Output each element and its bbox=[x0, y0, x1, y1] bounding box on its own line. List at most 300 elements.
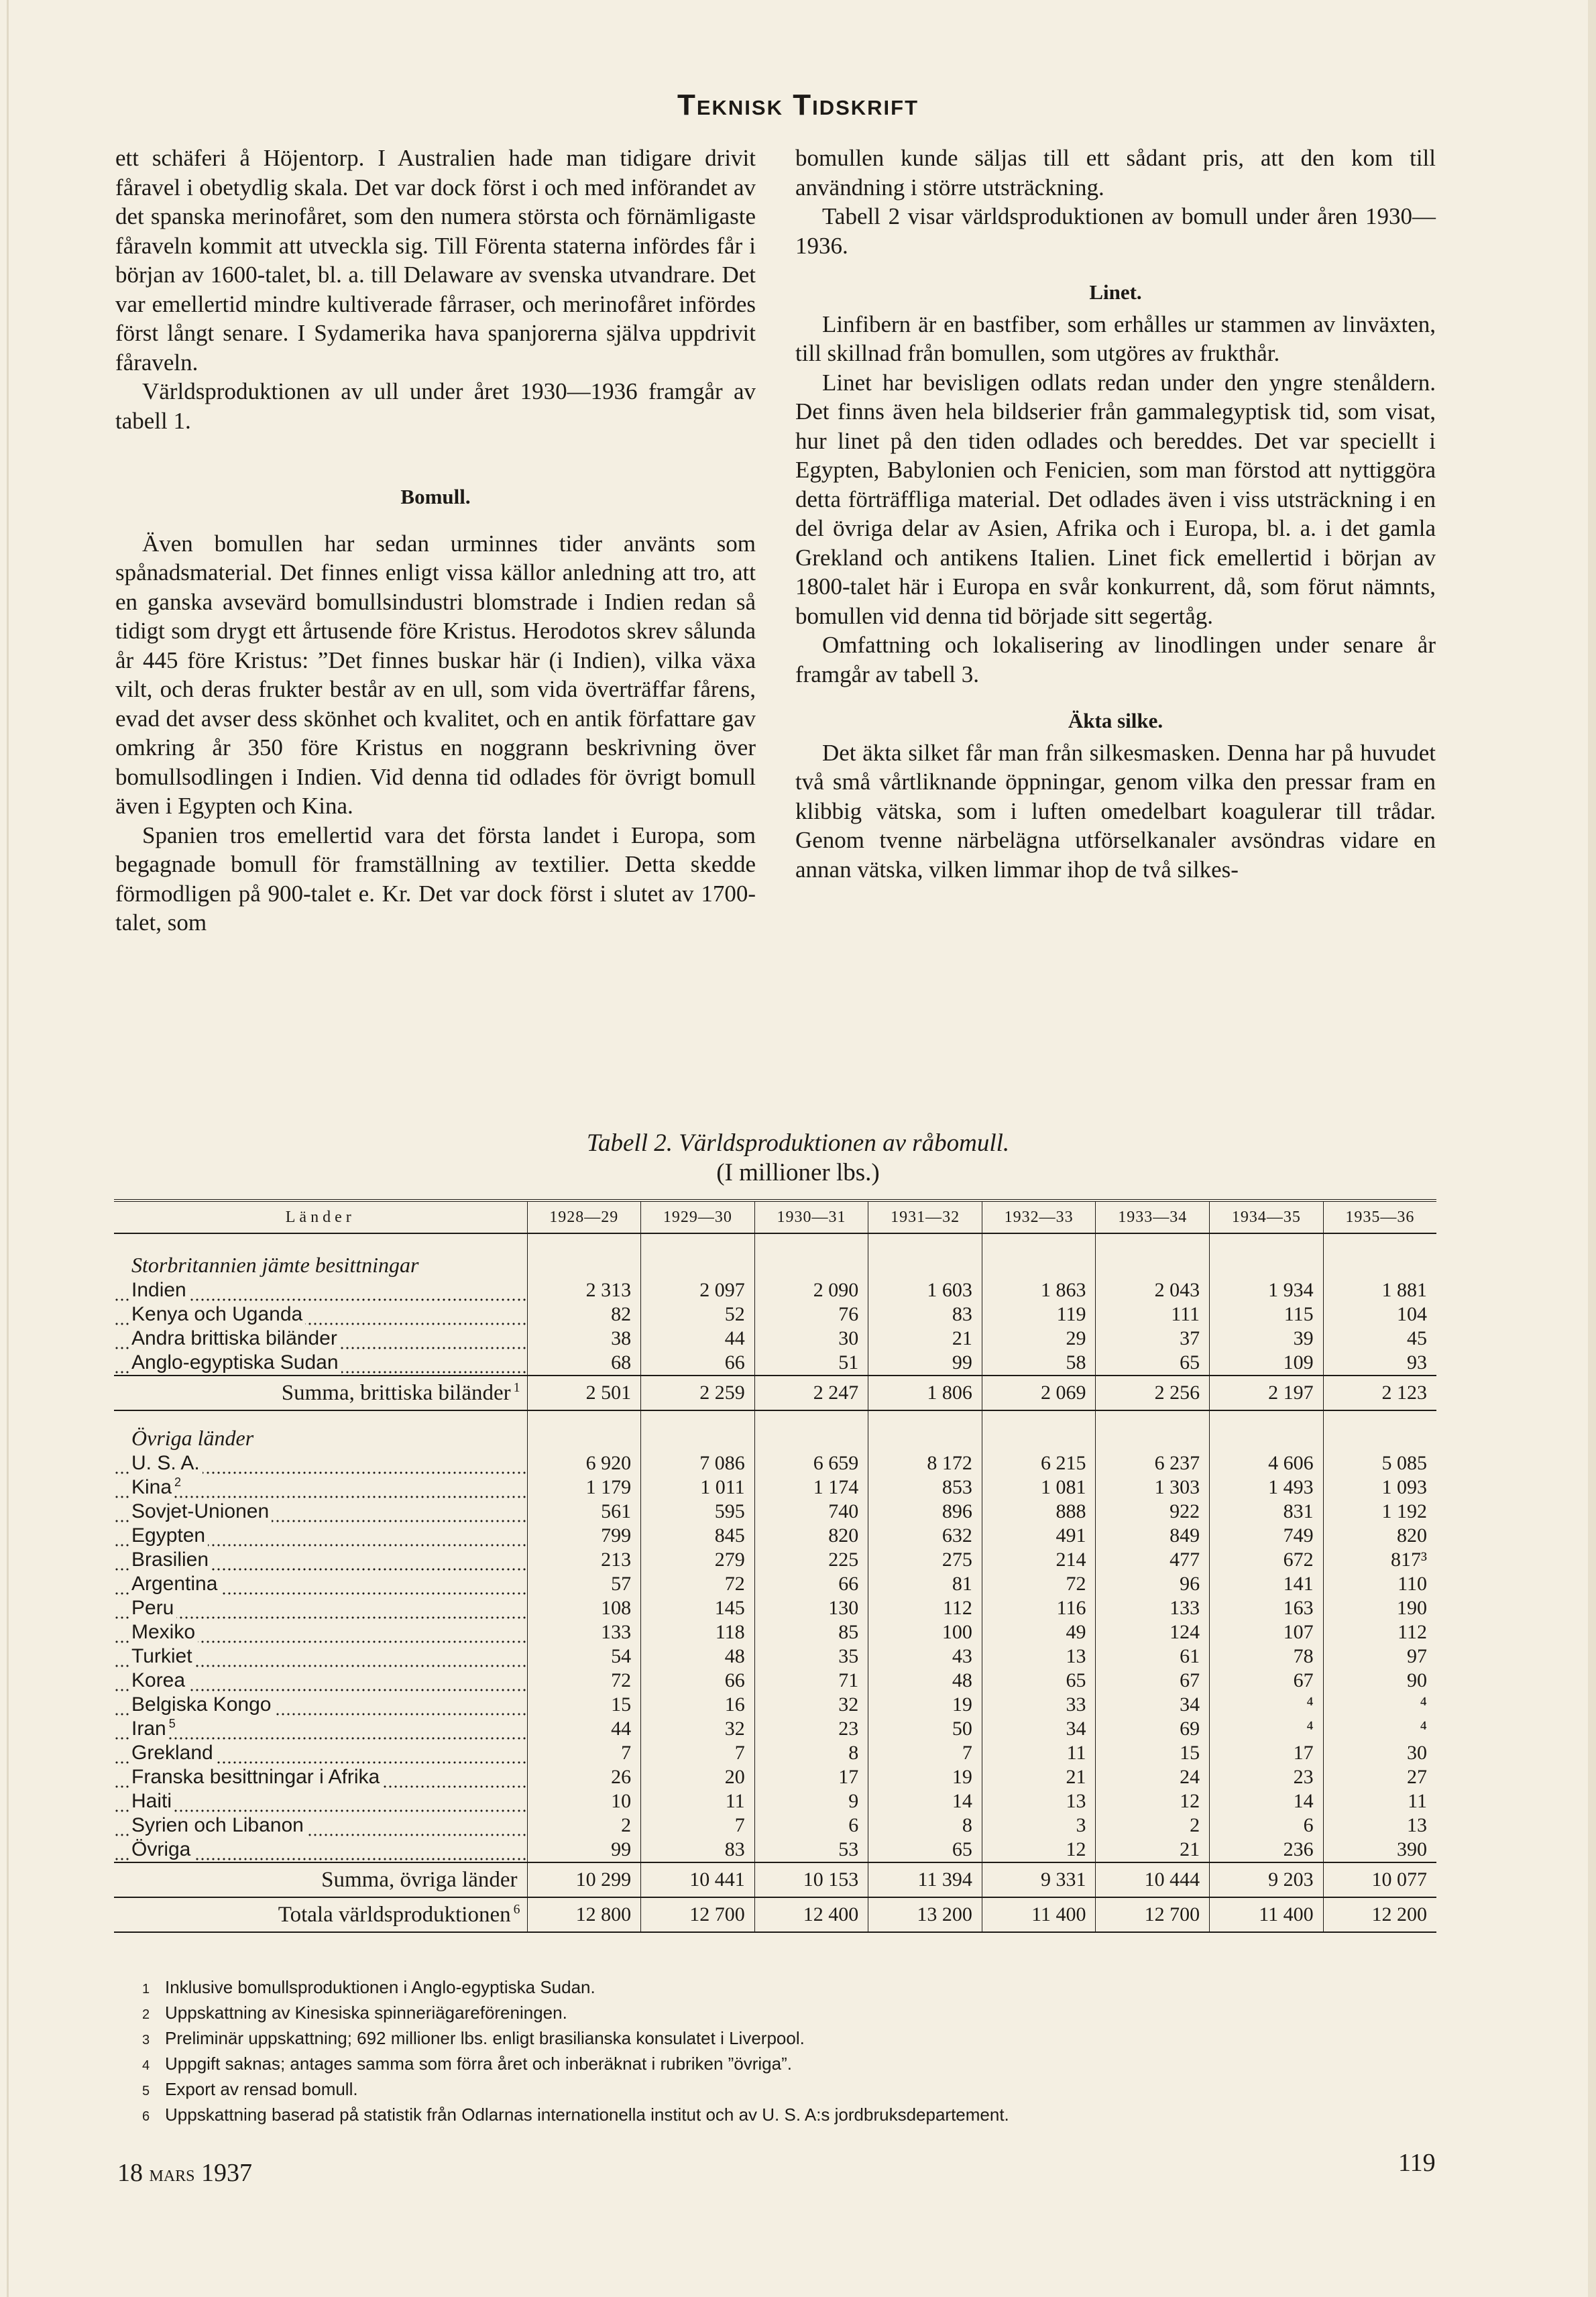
table-cell: 10 299 bbox=[527, 1862, 641, 1897]
footnote bbox=[142, 2052, 1416, 2078]
footnote-ref: 5 bbox=[168, 1717, 176, 1730]
table-cell: 72 bbox=[641, 1572, 755, 1596]
table-sum-row bbox=[114, 1376, 1436, 1410]
row-name: Sovjet-Unionen bbox=[131, 1500, 272, 1522]
table-cell: 133 bbox=[1096, 1596, 1210, 1620]
table-cell: 118 bbox=[641, 1620, 755, 1644]
table-cell: 110 bbox=[1323, 1572, 1436, 1596]
table-cell: 81 bbox=[868, 1572, 982, 1596]
table-row-label bbox=[114, 1475, 527, 1500]
table-cell: 561 bbox=[527, 1500, 641, 1524]
table-cell: 6 215 bbox=[982, 1451, 1096, 1475]
table-row bbox=[114, 1693, 1436, 1717]
table-group-row bbox=[114, 1233, 1436, 1278]
footer-date bbox=[117, 2158, 252, 2188]
table-cell: 38 bbox=[527, 1327, 641, 1351]
table-cell: 13 bbox=[982, 1644, 1096, 1669]
table-cell: 190 bbox=[1323, 1596, 1436, 1620]
table-cell: 2 090 bbox=[754, 1278, 868, 1302]
footnote bbox=[142, 1976, 1416, 2001]
table-row-label bbox=[114, 1524, 527, 1548]
table-cell: 831 bbox=[1210, 1500, 1324, 1524]
row-name: Andra brittiska biländer bbox=[131, 1327, 340, 1349]
table-cell: 69 bbox=[1096, 1717, 1210, 1741]
table-cell: 1 303 bbox=[1096, 1475, 1210, 1500]
table-row-label bbox=[114, 1500, 527, 1524]
left-paragraph-3: Även bomullen har sedan urminnes tider använts som spånadsmaterial. Det finnes enligt vissa källor anledning att tro, att en ganska avsevärd bomullsindustri blomstrade i Indien redan så tidigt som drygt ett årtusende före Kristus. Herodotos skrev sålunda år 445 före Kristus: ”Det finnes buskar här (i Indien), vilka växa vilt, och deras frukter består av en ull, som vida överträffar fårens, evad det avser dess skönhet och kvalitet, och en antik författare gav omkring år 350 före Kristus en noggrann beskrivning över bomullsodlingen i Indien. Vid denna tid odlades för övrigt bomull även i Egypten och Kina. bbox=[115, 530, 756, 819]
table-cell: 32 bbox=[754, 1693, 868, 1717]
table-row-label bbox=[114, 1789, 527, 1813]
table-cell: 99 bbox=[527, 1838, 641, 1862]
table-row-label bbox=[114, 1451, 527, 1475]
table-cell: 124 bbox=[1096, 1620, 1210, 1644]
table-cell-empty bbox=[1096, 1233, 1210, 1278]
table-cell: 1 881 bbox=[1323, 1278, 1436, 1302]
table-cell-empty bbox=[868, 1233, 982, 1278]
table-cell: 90 bbox=[1323, 1669, 1436, 1693]
table-cell: 9 203 bbox=[1210, 1862, 1324, 1897]
table-cell: 12 400 bbox=[754, 1897, 868, 1932]
table-cell: 4 606 bbox=[1210, 1451, 1324, 1475]
table-row-label bbox=[114, 1644, 527, 1669]
table-cell: 15 bbox=[1096, 1741, 1210, 1765]
table-cell: 83 bbox=[868, 1302, 982, 1327]
table-row bbox=[114, 1644, 1436, 1669]
table-cell: 7 086 bbox=[641, 1451, 755, 1475]
table-cell: 10 441 bbox=[641, 1862, 755, 1897]
table-cell-empty bbox=[1210, 1233, 1324, 1278]
table-cell: 477 bbox=[1096, 1548, 1210, 1572]
footer-month: mars bbox=[149, 2162, 195, 2186]
table-cell: 119 bbox=[982, 1302, 1096, 1327]
table-cell: 1 863 bbox=[982, 1278, 1096, 1302]
table-cell: 8 bbox=[868, 1813, 982, 1838]
table-cell: 2 069 bbox=[982, 1376, 1096, 1410]
page-number: 119 bbox=[1398, 2149, 1436, 2177]
table-cell: 51 bbox=[754, 1351, 868, 1376]
header-lander: Länder bbox=[114, 1200, 527, 1233]
table-cell: 19 bbox=[868, 1693, 982, 1717]
table-cell: 97 bbox=[1323, 1644, 1436, 1669]
table-cell: 7 bbox=[868, 1741, 982, 1765]
table-cell: 2 097 bbox=[641, 1278, 755, 1302]
table-cell: 1 174 bbox=[754, 1475, 868, 1500]
table-row-label bbox=[114, 1693, 527, 1717]
table-cell: 14 bbox=[868, 1789, 982, 1813]
table-cell: 817³ bbox=[1323, 1548, 1436, 1572]
table-group-label: Övriga länder bbox=[131, 1426, 254, 1450]
table-cell: 1 192 bbox=[1323, 1500, 1436, 1524]
table-cell: 1 093 bbox=[1323, 1475, 1436, 1500]
table-cell: 53 bbox=[754, 1838, 868, 1862]
table-cell-empty bbox=[1323, 1410, 1436, 1451]
table-cell: 85 bbox=[754, 1620, 868, 1644]
table-cell: 32 bbox=[641, 1717, 755, 1741]
table-cell: 68 bbox=[527, 1351, 641, 1376]
table-cell: 275 bbox=[868, 1548, 982, 1572]
table-cell: 491 bbox=[982, 1524, 1096, 1548]
row-name: Summa, övriga länder bbox=[321, 1868, 520, 1892]
row-name: Kenya och Uganda bbox=[131, 1303, 305, 1325]
table-row bbox=[114, 1302, 1436, 1327]
table-cell: 7 bbox=[527, 1741, 641, 1765]
table-cell: 35 bbox=[754, 1644, 868, 1669]
table-cell: 11 bbox=[1323, 1789, 1436, 1813]
table-cell: 23 bbox=[1210, 1765, 1324, 1789]
table-cell: 48 bbox=[868, 1669, 982, 1693]
row-name: Haiti bbox=[131, 1790, 174, 1812]
table-cell: 10 bbox=[527, 1789, 641, 1813]
header-year: 1934—35 bbox=[1210, 1200, 1324, 1233]
header-year: 1932—33 bbox=[982, 1200, 1096, 1233]
table-row bbox=[114, 1500, 1436, 1524]
footnote-text: Export av rensad bomull. bbox=[165, 2079, 358, 2099]
footnote-number: 4 bbox=[142, 2058, 150, 2073]
table-row bbox=[114, 1278, 1436, 1302]
table-cell: 112 bbox=[868, 1596, 982, 1620]
table-cell: 27 bbox=[1323, 1765, 1436, 1789]
footnote bbox=[142, 2078, 1416, 2103]
production-table bbox=[114, 1199, 1436, 1933]
row-name: Peru bbox=[131, 1597, 176, 1619]
table-cell: 2 247 bbox=[754, 1376, 868, 1410]
footnote-number: 6 bbox=[142, 2109, 150, 2124]
table-cell: 34 bbox=[1096, 1693, 1210, 1717]
table-cell: 116 bbox=[982, 1596, 1096, 1620]
table-row bbox=[114, 1717, 1436, 1741]
table-cell: 5 085 bbox=[1323, 1451, 1436, 1475]
table-cell: 78 bbox=[1210, 1644, 1324, 1669]
table-cell: 67 bbox=[1210, 1669, 1324, 1693]
table-cell-empty bbox=[527, 1233, 641, 1278]
table-cell: 54 bbox=[527, 1644, 641, 1669]
table-cell: 799 bbox=[527, 1524, 641, 1548]
table-cell: 52 bbox=[641, 1302, 755, 1327]
row-name: Egypten bbox=[131, 1524, 208, 1547]
table-cell: 279 bbox=[641, 1548, 755, 1572]
table-cell: ⁴ bbox=[1210, 1693, 1324, 1717]
table-cell: 45 bbox=[1323, 1327, 1436, 1351]
heading-akta-silke: Äkta silke. bbox=[1068, 709, 1163, 732]
footnotes bbox=[142, 1976, 1416, 2129]
table-cell: 100 bbox=[868, 1620, 982, 1644]
table-cell: 8 172 bbox=[868, 1451, 982, 1475]
footnote-text: Inklusive bomullsproduktionen i Anglo-egyptiska Sudan. bbox=[165, 1977, 595, 1997]
table-cell: 23 bbox=[754, 1717, 868, 1741]
row-name: U. S. A. bbox=[131, 1452, 203, 1474]
table-cell: 13 bbox=[1323, 1813, 1436, 1838]
production-table-wrap bbox=[114, 1199, 1436, 1933]
right-paragraph-2: Tabell 2 visar världsproduktionen av bomull under åren 1930—1936. bbox=[795, 203, 1436, 259]
table-row bbox=[114, 1524, 1436, 1548]
table-cell: 50 bbox=[868, 1717, 982, 1741]
table-cell: 2 259 bbox=[641, 1376, 755, 1410]
table-body bbox=[114, 1233, 1436, 1932]
right-paragraph-1: bomullen kunde säljas till ett sådant pris, att den kom till användning i större utsträckning. bbox=[795, 145, 1436, 201]
row-name: Kina bbox=[131, 1476, 174, 1498]
table-group-row bbox=[114, 1410, 1436, 1451]
footnote-number: 5 bbox=[142, 2084, 150, 2098]
table-cell: 37 bbox=[1096, 1327, 1210, 1351]
table-group-label: Storbritannien jämte besittningar bbox=[131, 1253, 419, 1277]
table-row-label bbox=[114, 1813, 527, 1838]
table-cell: 10 444 bbox=[1096, 1862, 1210, 1897]
table-row bbox=[114, 1669, 1436, 1693]
table-cell: 922 bbox=[1096, 1500, 1210, 1524]
table-row-label bbox=[114, 1572, 527, 1596]
table-cell: 133 bbox=[527, 1620, 641, 1644]
footnote-number: 3 bbox=[142, 2033, 150, 2048]
table-row-label bbox=[114, 1765, 527, 1789]
header-year: 1931—32 bbox=[868, 1200, 982, 1233]
table-cell: 595 bbox=[641, 1500, 755, 1524]
heading-bomull: Bomull. bbox=[400, 485, 471, 508]
table-cell: 24 bbox=[1096, 1765, 1210, 1789]
table-cell: 6 bbox=[1210, 1813, 1324, 1838]
table-cell: 13 200 bbox=[868, 1897, 982, 1932]
table-cell: 8 bbox=[754, 1741, 868, 1765]
table-row-label bbox=[114, 1897, 527, 1932]
table-cell: 896 bbox=[868, 1500, 982, 1524]
table-cell: 12 800 bbox=[527, 1897, 641, 1932]
table-cell: 12 bbox=[1096, 1789, 1210, 1813]
table-cell: 11 394 bbox=[868, 1862, 982, 1897]
header-year: 1935—36 bbox=[1323, 1200, 1436, 1233]
footer-year: 1937 bbox=[201, 2159, 253, 2187]
table-cell: 12 200 bbox=[1323, 1897, 1436, 1932]
footnote-text: Uppskattning baserad på statistik från Odlarnas internationella institut och av U. S. A:s jordbruksdepartement. bbox=[165, 2105, 1009, 2125]
table-cell: 11 bbox=[982, 1741, 1096, 1765]
table-cell: 66 bbox=[641, 1669, 755, 1693]
table-cell: 21 bbox=[982, 1765, 1096, 1789]
table-cell: 108 bbox=[527, 1596, 641, 1620]
table-cell: 21 bbox=[1096, 1838, 1210, 1862]
footnote bbox=[142, 2103, 1416, 2129]
table-row-label bbox=[114, 1376, 527, 1410]
table-cell-empty bbox=[754, 1410, 868, 1451]
table-cell: 11 400 bbox=[982, 1897, 1096, 1932]
table-cell: 76 bbox=[754, 1302, 868, 1327]
right-paragraph-3: Linfibern är en bastfiber, som erhålles ur stammen av linväxten, till skillnad från bomullen, som utgöres av frukthår. bbox=[795, 311, 1436, 366]
table-cell: 9 331 bbox=[982, 1862, 1096, 1897]
table-cell: 2 bbox=[527, 1813, 641, 1838]
table-cell: 7 bbox=[641, 1813, 755, 1838]
table-cell: 34 bbox=[982, 1717, 1096, 1741]
right-paragraph-5: Omfattning och lokalisering av linodlingen under senare år framgår av tabell 3. bbox=[795, 632, 1436, 687]
table-cell: 16 bbox=[641, 1693, 755, 1717]
table-row bbox=[114, 1765, 1436, 1789]
table-cell: 1 179 bbox=[527, 1475, 641, 1500]
table-cell: 19 bbox=[868, 1765, 982, 1789]
table-cell: 12 bbox=[982, 1838, 1096, 1862]
table-cell: 849 bbox=[1096, 1524, 1210, 1548]
footnote-text: Uppskattning av Kinesiska spinneriägareföreningen. bbox=[165, 2003, 567, 2023]
table-cell: 11 bbox=[641, 1789, 755, 1813]
table-caption-unit: (I millioner lbs.) bbox=[716, 1159, 880, 1186]
table-cell: 213 bbox=[527, 1548, 641, 1572]
table-cell: 225 bbox=[754, 1548, 868, 1572]
table-cell-empty bbox=[641, 1410, 755, 1451]
table-cell: 141 bbox=[1210, 1572, 1324, 1596]
table-cell: 145 bbox=[641, 1596, 755, 1620]
header-year: 1933—34 bbox=[1096, 1200, 1210, 1233]
row-name: Iran bbox=[131, 1718, 169, 1740]
table-cell: 49 bbox=[982, 1620, 1096, 1644]
table-cell: 2 bbox=[1096, 1813, 1210, 1838]
header-year: 1928—29 bbox=[527, 1200, 641, 1233]
table-cell: 9 bbox=[754, 1789, 868, 1813]
table-cell: ⁴ bbox=[1323, 1693, 1436, 1717]
footnote-ref: 2 bbox=[174, 1475, 182, 1489]
row-name: Brasilien bbox=[131, 1549, 211, 1571]
row-name: Syrien och Libanon bbox=[131, 1814, 306, 1836]
table-cell: 1 603 bbox=[868, 1278, 982, 1302]
table-cell: 15 bbox=[527, 1693, 641, 1717]
footnote-number: 2 bbox=[142, 2007, 150, 2022]
table-cell-empty bbox=[1323, 1233, 1436, 1278]
table-cell: 2 123 bbox=[1323, 1376, 1436, 1410]
table-cell: 1 011 bbox=[641, 1475, 755, 1500]
left-paragraph-1: ett schäferi å Höjentorp. I Australien hade man tidigare drivit fåravel i obetydlig skala. Det var dock först i och med införandet av det spanska merinofåret, som den numera största och förnämligaste fåraveln kommit att utveckla sig. Till Förenta staterna infördes får i början av 1600-talet, bl. a. till Delaware av svenska utvandrare. Det var emellertid mindre kultiverade fårraser, och merinofåret infördes först långt senare. I Sydamerika hava spanjorerna själva uppdrivit fåraveln. bbox=[115, 145, 756, 376]
table-cell-empty bbox=[982, 1233, 1096, 1278]
table-row-label bbox=[114, 1302, 527, 1327]
table-row-label bbox=[114, 1596, 527, 1620]
row-name: Argentina bbox=[131, 1573, 220, 1595]
row-name: Turkiet bbox=[131, 1645, 195, 1667]
footnote-ref: 6 bbox=[513, 1902, 520, 1917]
table-cell: 820 bbox=[754, 1524, 868, 1548]
right-paragraph-6: Det äkta silket får man från silkesmasken. Denna har på huvudet två små vårtliknande öppningar, genom vilka den pressar fram en klibbig vätska, som i luften omedelbart koagulerar till trådar. Genom tvenne närbelägna utförselkanaler avsöndras vidare en annan vätska, vilken limmar ihop de två silkes- bbox=[795, 739, 1436, 883]
table-row bbox=[114, 1596, 1436, 1620]
table-cell: 21 bbox=[868, 1327, 982, 1351]
table-cell: 6 237 bbox=[1096, 1451, 1210, 1475]
table-cell: 12 700 bbox=[1096, 1897, 1210, 1932]
table-row-label bbox=[114, 1351, 527, 1376]
table-cell: 10 077 bbox=[1323, 1862, 1436, 1897]
table-cell: 17 bbox=[754, 1765, 868, 1789]
table-cell-empty bbox=[1096, 1410, 1210, 1451]
table-cell: 6 920 bbox=[527, 1451, 641, 1475]
table-cell: 65 bbox=[982, 1669, 1096, 1693]
table-cell: 93 bbox=[1323, 1351, 1436, 1376]
table-cell: 115 bbox=[1210, 1302, 1324, 1327]
left-paragraph-4: Spanien tros emellertid vara det första landet i Europa, som begagnade bomull för framställning av textilier. Detta skedde förmodligen på 900-talet e. Kr. Det var dock först i slutet av 1700-talet, som bbox=[115, 822, 756, 936]
table-row-label bbox=[114, 1741, 527, 1765]
row-name: Anglo-egyptiska Sudan bbox=[131, 1351, 341, 1374]
table-cell: 96 bbox=[1096, 1572, 1210, 1596]
table-cell: 6 659 bbox=[754, 1451, 868, 1475]
table-cell: 1 081 bbox=[982, 1475, 1096, 1500]
table-cell: 2 197 bbox=[1210, 1376, 1324, 1410]
table-row bbox=[114, 1741, 1436, 1765]
table-cell: 44 bbox=[527, 1717, 641, 1741]
table-cell: 104 bbox=[1323, 1302, 1436, 1327]
table-cell: 6 bbox=[754, 1813, 868, 1838]
table-cell-empty bbox=[868, 1410, 982, 1451]
table-row bbox=[114, 1327, 1436, 1351]
table-cell: 853 bbox=[868, 1475, 982, 1500]
table-row-label bbox=[114, 1278, 527, 1302]
table-cell: 57 bbox=[527, 1572, 641, 1596]
row-name: Indien bbox=[131, 1279, 189, 1301]
table-cell: 99 bbox=[868, 1351, 982, 1376]
table-cell: 1 934 bbox=[1210, 1278, 1324, 1302]
table-cell: 632 bbox=[868, 1524, 982, 1548]
table-cell: 14 bbox=[1210, 1789, 1324, 1813]
table-cell: 390 bbox=[1323, 1838, 1436, 1862]
table-cell: 72 bbox=[527, 1669, 641, 1693]
table-cell: 12 700 bbox=[641, 1897, 755, 1932]
table-caption bbox=[0, 1129, 1596, 1188]
table-row-label bbox=[114, 1548, 527, 1572]
table-cell: 3 bbox=[982, 1813, 1096, 1838]
table-row bbox=[114, 1620, 1436, 1644]
table-cell: 820 bbox=[1323, 1524, 1436, 1548]
table-cell: 2 501 bbox=[527, 1376, 641, 1410]
row-name: Grekland bbox=[131, 1742, 216, 1764]
table-cell-empty bbox=[982, 1410, 1096, 1451]
table-cell: 107 bbox=[1210, 1620, 1324, 1644]
table-cell: 44 bbox=[641, 1327, 755, 1351]
row-name: Mexiko bbox=[131, 1621, 198, 1643]
left-paragraph-2: Världsproduktionen av ull under året 1930—1936 framgår av tabell 1. bbox=[115, 378, 756, 434]
table-total-row bbox=[114, 1897, 1436, 1932]
row-name: Övriga bbox=[131, 1838, 193, 1860]
table-cell: 2 256 bbox=[1096, 1376, 1210, 1410]
table-cell: 20 bbox=[641, 1765, 755, 1789]
table-cell: 10 153 bbox=[754, 1862, 868, 1897]
table-cell: 39 bbox=[1210, 1327, 1324, 1351]
table-row bbox=[114, 1838, 1436, 1862]
table-cell-empty bbox=[1210, 1410, 1324, 1451]
table-cell: 33 bbox=[982, 1693, 1096, 1717]
table-row-label bbox=[114, 1669, 527, 1693]
table-row bbox=[114, 1451, 1436, 1475]
row-name: Franska besittningar i Afrika bbox=[131, 1766, 382, 1788]
table-row bbox=[114, 1351, 1436, 1376]
table-cell: 58 bbox=[982, 1351, 1096, 1376]
table-cell: 82 bbox=[527, 1302, 641, 1327]
table-cell: 17 bbox=[1210, 1741, 1324, 1765]
table-cell: 26 bbox=[527, 1765, 641, 1789]
footnote-text: Preliminär uppskattning; 692 millioner lbs. enligt brasilianska konsulatet i Liverpool. bbox=[165, 2028, 805, 2048]
table-cell: 845 bbox=[641, 1524, 755, 1548]
footnote bbox=[142, 2027, 1416, 2052]
footnote-ref: 1 bbox=[513, 1380, 520, 1395]
table-cell: 43 bbox=[868, 1644, 982, 1669]
footer-day: 18 bbox=[117, 2159, 143, 2187]
journal-header: Teknisk Tidskrift bbox=[677, 89, 919, 121]
table-cell: 740 bbox=[754, 1500, 868, 1524]
row-name: Belgiska Kongo bbox=[131, 1693, 274, 1716]
table-cell: 13 bbox=[982, 1789, 1096, 1813]
table-sum-row bbox=[114, 1862, 1436, 1897]
table-cell: 2 313 bbox=[527, 1278, 641, 1302]
table-cell: 111 bbox=[1096, 1302, 1210, 1327]
row-name: Totala världsproduktionen bbox=[278, 1903, 514, 1927]
header-year: 1929—30 bbox=[641, 1200, 755, 1233]
table-cell: 672 bbox=[1210, 1548, 1324, 1572]
table-row bbox=[114, 1813, 1436, 1838]
right-paragraph-4: Linet har bevisligen odlats redan under den yngre stenåldern. Det finns även hela bildserier från gammalegyptisk tid, som visat, hur linet på den tiden odlades och bereddes. Det var speciellt i Egypten, Babylonien och Fenicien, som man förstod att nyttiggöra detta förträffliga material. Det odlades även i viss utsträckning i en del övriga delar av Asien, Afrika och i Europa, bl. a. i det gamla Grekland och antikens Italien. Linet fick emellertid i början av 1800-talet här i Europa en svår konkurrent, då, som förut nämnts, bomullen vid denna tid började sitt segertåg. bbox=[795, 369, 1436, 629]
left-column bbox=[115, 144, 756, 938]
table-row-label bbox=[114, 1717, 527, 1741]
table-cell: 2 043 bbox=[1096, 1278, 1210, 1302]
table-cell: 66 bbox=[754, 1572, 868, 1596]
table-cell: 214 bbox=[982, 1548, 1096, 1572]
table-cell-empty bbox=[527, 1410, 641, 1451]
footnote-number: 1 bbox=[142, 1982, 150, 1997]
